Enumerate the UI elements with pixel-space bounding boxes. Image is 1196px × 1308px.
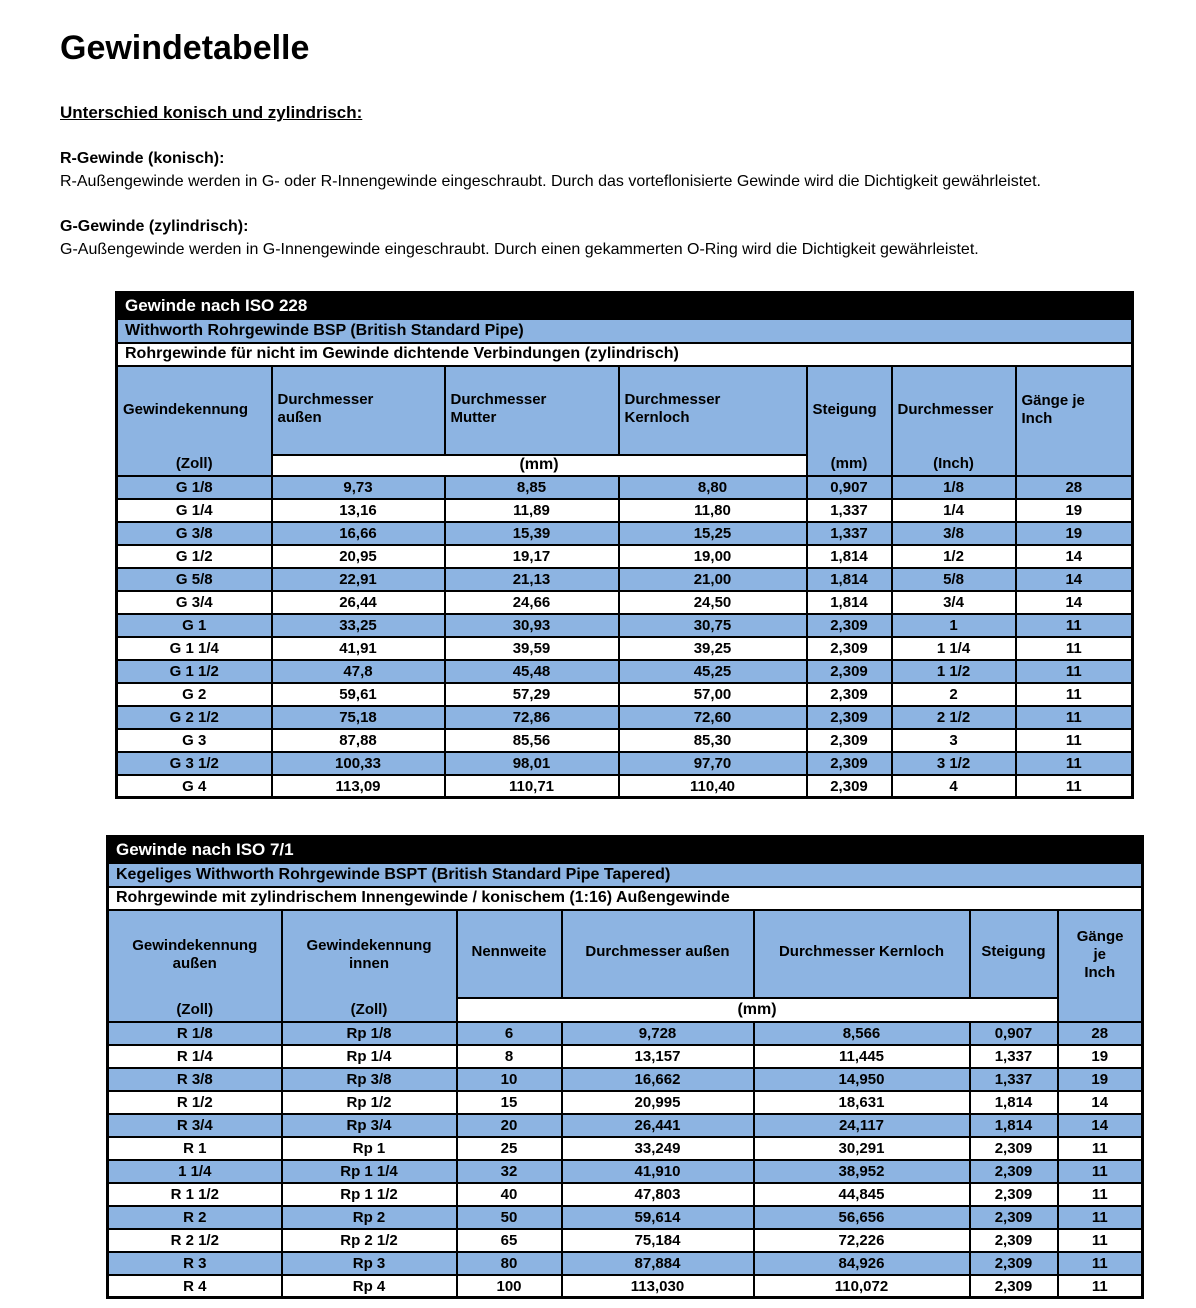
table-row bbox=[117, 775, 1133, 798]
table-cell: 10 bbox=[457, 1068, 562, 1091]
table-cell: 75,184 bbox=[562, 1229, 754, 1252]
table-cell: Rp 1/2 bbox=[282, 1091, 457, 1114]
table-row bbox=[117, 568, 1133, 591]
table-cell: G 2 bbox=[117, 683, 272, 706]
table-cell: R 1 1/2 bbox=[108, 1183, 282, 1206]
table-cell: R 1/2 bbox=[108, 1091, 282, 1114]
paragraph-body: G-Außengewinde werden in G-Innengewinde eingeschraubt. Durch einen gekammerten O-Ring wird die Dichtigkeit gewährleistet. bbox=[60, 241, 979, 259]
table-cell: Rp 1/8 bbox=[282, 1022, 457, 1045]
table-cell: 11 bbox=[1016, 706, 1133, 729]
table-cell: 44,845 bbox=[754, 1183, 970, 1206]
table-cell: 1,814 bbox=[970, 1091, 1058, 1114]
table-cell: 20,995 bbox=[562, 1091, 754, 1114]
table-cell: 11,80 bbox=[619, 499, 807, 522]
table-cell: G 3/8 bbox=[117, 522, 272, 545]
table-cell: 1,814 bbox=[807, 545, 892, 568]
table-cell: 16,66 bbox=[272, 522, 445, 545]
table-row bbox=[108, 1022, 1143, 1045]
table-cell: 72,60 bbox=[619, 706, 807, 729]
table-cell: 110,40 bbox=[619, 775, 807, 798]
table-cell: 2,309 bbox=[807, 683, 892, 706]
table-row bbox=[117, 476, 1133, 499]
table-row bbox=[108, 1045, 1143, 1068]
table-cell: 2,309 bbox=[807, 614, 892, 637]
table-cell: 33,249 bbox=[562, 1137, 754, 1160]
table-cell: R 4 bbox=[108, 1275, 282, 1298]
table-row bbox=[117, 637, 1133, 660]
paragraph-heading: R-Gewinde (konisch): bbox=[60, 150, 225, 168]
table-cell: 1 bbox=[892, 614, 1016, 637]
table-cell: 32 bbox=[457, 1160, 562, 1183]
table-cell: 11 bbox=[1016, 614, 1133, 637]
table-cell: 45,25 bbox=[619, 660, 807, 683]
table-cell: 9,728 bbox=[562, 1022, 754, 1045]
table-cell: 15,39 bbox=[445, 522, 619, 545]
table-cell: 59,61 bbox=[272, 683, 445, 706]
section-heading: Unterschied konisch und zylindrisch: bbox=[60, 103, 363, 123]
table2-title: Gewinde nach ISO 7/1 bbox=[108, 837, 1143, 863]
table-cell: G 1/8 bbox=[117, 476, 272, 499]
table-cell: 21,00 bbox=[619, 568, 807, 591]
column-header-durchmesser-mutter: Durchmesser Mutter bbox=[445, 366, 619, 455]
table-cell: 41,91 bbox=[272, 637, 445, 660]
table-cell: 3/4 bbox=[892, 591, 1016, 614]
table-row bbox=[108, 1206, 1143, 1229]
table-cell: 2 bbox=[892, 683, 1016, 706]
table1-header-row bbox=[117, 366, 1133, 455]
table-row bbox=[117, 499, 1133, 522]
unit-mm-cell: (mm) bbox=[272, 455, 807, 476]
table-cell: 1,337 bbox=[970, 1045, 1058, 1068]
table-cell: 20 bbox=[457, 1114, 562, 1137]
table-cell: 8,566 bbox=[754, 1022, 970, 1045]
table-cell: 13,157 bbox=[562, 1045, 754, 1068]
table-cell: 11 bbox=[1016, 660, 1133, 683]
table-row bbox=[117, 752, 1133, 775]
table-cell: 4 bbox=[892, 775, 1016, 798]
table-cell: 15,25 bbox=[619, 522, 807, 545]
table-cell: 19,00 bbox=[619, 545, 807, 568]
table-cell: 2,309 bbox=[970, 1160, 1058, 1183]
table1-subtitle1: Withworth Rohrgewinde BSP (British Standard Pipe) bbox=[117, 319, 1133, 343]
table-cell: R 2 1/2 bbox=[108, 1229, 282, 1252]
table-cell: 26,44 bbox=[272, 591, 445, 614]
table1-title: Gewinde nach ISO 228 bbox=[117, 293, 1133, 319]
page-title: Gewindetabelle bbox=[60, 29, 310, 67]
table-cell: 2 1/2 bbox=[892, 706, 1016, 729]
table-cell: 2,309 bbox=[970, 1229, 1058, 1252]
table1-subtitle1-row bbox=[117, 319, 1133, 343]
table-cell: 9,73 bbox=[272, 476, 445, 499]
table2-title-row bbox=[108, 837, 1143, 863]
table-cell: 8 bbox=[457, 1045, 562, 1068]
table-cell: 2,309 bbox=[970, 1252, 1058, 1275]
table-row bbox=[117, 729, 1133, 752]
table-cell: G 1 1/2 bbox=[117, 660, 272, 683]
table-cell: 2,309 bbox=[807, 752, 892, 775]
table-cell: 65 bbox=[457, 1229, 562, 1252]
table-cell: 11,445 bbox=[754, 1045, 970, 1068]
table-cell: Rp 2 bbox=[282, 1206, 457, 1229]
table-cell: 41,910 bbox=[562, 1160, 754, 1183]
table-cell: 39,59 bbox=[445, 637, 619, 660]
table-cell: 72,226 bbox=[754, 1229, 970, 1252]
table-cell: 80 bbox=[457, 1252, 562, 1275]
table-cell: 85,56 bbox=[445, 729, 619, 752]
table-cell: 11 bbox=[1058, 1183, 1143, 1206]
table-cell: Rp 4 bbox=[282, 1275, 457, 1298]
table-cell: 30,75 bbox=[619, 614, 807, 637]
table-cell: 47,8 bbox=[272, 660, 445, 683]
table1-subtitle2-row bbox=[117, 343, 1133, 366]
column-header-gaenge-je-inch: Gänge je Inch bbox=[1016, 366, 1133, 476]
table-cell: 0,907 bbox=[970, 1022, 1058, 1045]
table-cell: G 2 1/2 bbox=[117, 706, 272, 729]
table-cell: 21,13 bbox=[445, 568, 619, 591]
table-cell: 11 bbox=[1016, 683, 1133, 706]
table-row bbox=[108, 1252, 1143, 1275]
table-cell: G 4 bbox=[117, 775, 272, 798]
table-cell: 57,00 bbox=[619, 683, 807, 706]
table-row bbox=[117, 706, 1133, 729]
table-cell: R 3 bbox=[108, 1252, 282, 1275]
table-cell: 11 bbox=[1058, 1252, 1143, 1275]
table-cell: 14 bbox=[1016, 568, 1133, 591]
table-cell: R 3/4 bbox=[108, 1114, 282, 1137]
table-cell: 11 bbox=[1016, 637, 1133, 660]
table-cell: 28 bbox=[1058, 1022, 1143, 1045]
table-cell: G 3 1/2 bbox=[117, 752, 272, 775]
table-cell: 19 bbox=[1058, 1045, 1143, 1068]
table-cell: 2,309 bbox=[807, 637, 892, 660]
column-header-durchmesser-aussen: Durchmesser außen bbox=[272, 366, 445, 455]
table-cell: Rp 3/4 bbox=[282, 1114, 457, 1137]
table-cell: 72,86 bbox=[445, 706, 619, 729]
table-cell: R 2 bbox=[108, 1206, 282, 1229]
table-cell: 6 bbox=[457, 1022, 562, 1045]
table-cell: 1 1/2 bbox=[892, 660, 1016, 683]
table-cell: 11 bbox=[1058, 1275, 1143, 1298]
table-cell: 45,48 bbox=[445, 660, 619, 683]
table-cell: G 1 bbox=[117, 614, 272, 637]
column-header-gewindekennung: Gewindekennung (Zoll) bbox=[117, 366, 272, 476]
table-row bbox=[108, 1160, 1143, 1183]
table-cell: 98,01 bbox=[445, 752, 619, 775]
table-row bbox=[108, 1137, 1143, 1160]
table-cell: 50 bbox=[457, 1206, 562, 1229]
table-row bbox=[117, 522, 1133, 545]
table-cell: 16,662 bbox=[562, 1068, 754, 1091]
table-cell: G 1/4 bbox=[117, 499, 272, 522]
table-cell: 57,29 bbox=[445, 683, 619, 706]
table-cell: 8,80 bbox=[619, 476, 807, 499]
table-cell: Rp 3/8 bbox=[282, 1068, 457, 1091]
table-cell: 2,309 bbox=[970, 1275, 1058, 1298]
table2-subtitle2-row bbox=[108, 887, 1143, 910]
table-cell: 40 bbox=[457, 1183, 562, 1206]
table-cell: Rp 1 bbox=[282, 1137, 457, 1160]
table-cell: 110,072 bbox=[754, 1275, 970, 1298]
table-cell: 75,18 bbox=[272, 706, 445, 729]
table2-header-row bbox=[108, 910, 1143, 998]
table-cell: 100,33 bbox=[272, 752, 445, 775]
table-cell: G 3 bbox=[117, 729, 272, 752]
table-cell: 11,89 bbox=[445, 499, 619, 522]
table-cell: Rp 3 bbox=[282, 1252, 457, 1275]
table2-subtitle1-row bbox=[108, 863, 1143, 887]
table-cell: 11 bbox=[1016, 752, 1133, 775]
column-header-gewindekennung-aussen: Gewindekennung außen (Zoll) bbox=[108, 910, 282, 1022]
table-cell: 113,09 bbox=[272, 775, 445, 798]
table-cell: 2,309 bbox=[807, 706, 892, 729]
table-iso-7-1 bbox=[106, 835, 1144, 1299]
table-cell: 0,907 bbox=[807, 476, 892, 499]
table-cell: 3 1/2 bbox=[892, 752, 1016, 775]
table-cell: 2,309 bbox=[807, 729, 892, 752]
table-cell: 11 bbox=[1058, 1137, 1143, 1160]
table-cell: Rp 1 1/4 bbox=[282, 1160, 457, 1183]
paragraph-g-gewinde bbox=[60, 218, 1196, 259]
table-cell: 38,952 bbox=[754, 1160, 970, 1183]
column-header-durchmesser-inch: Durchmesser (Inch) bbox=[892, 366, 1016, 476]
paragraph-r-gewinde bbox=[60, 150, 1196, 191]
table-cell: 100 bbox=[457, 1275, 562, 1298]
table-cell: 1 1/4 bbox=[108, 1160, 282, 1183]
table-cell: 11 bbox=[1058, 1206, 1143, 1229]
column-header-durchmesser-kernloch: Durchmesser Kernloch bbox=[754, 910, 970, 998]
table-cell: 28 bbox=[1016, 476, 1133, 499]
table-iso-228 bbox=[115, 291, 1134, 799]
table-cell: 1/8 bbox=[892, 476, 1016, 499]
table-cell: R 1/4 bbox=[108, 1045, 282, 1068]
table-row bbox=[117, 660, 1133, 683]
table-cell: 14 bbox=[1016, 591, 1133, 614]
table-cell: Rp 2 1/2 bbox=[282, 1229, 457, 1252]
table-row bbox=[108, 1114, 1143, 1137]
table-cell: 1,337 bbox=[807, 522, 892, 545]
table-cell: 11 bbox=[1058, 1160, 1143, 1183]
table-cell: 5/8 bbox=[892, 568, 1016, 591]
table-cell: 14 bbox=[1058, 1114, 1143, 1137]
table-cell: 19 bbox=[1016, 499, 1133, 522]
table-cell: 25 bbox=[457, 1137, 562, 1160]
table-cell: 15 bbox=[457, 1091, 562, 1114]
table-cell: 8,85 bbox=[445, 476, 619, 499]
table-cell: R 1 bbox=[108, 1137, 282, 1160]
table-cell: 19,17 bbox=[445, 545, 619, 568]
table-cell: 19 bbox=[1058, 1068, 1143, 1091]
table-cell: 2,309 bbox=[970, 1206, 1058, 1229]
table-cell: Rp 1 1/2 bbox=[282, 1183, 457, 1206]
table-cell: 33,25 bbox=[272, 614, 445, 637]
table-cell: 97,70 bbox=[619, 752, 807, 775]
column-header-steigung: Steigung bbox=[970, 910, 1058, 998]
column-header-durchmesser-kernloch: Durchmesser Kernloch bbox=[619, 366, 807, 455]
table-cell: 1,814 bbox=[970, 1114, 1058, 1137]
table-cell: 39,25 bbox=[619, 637, 807, 660]
table-cell: 1 1/4 bbox=[892, 637, 1016, 660]
table-cell: 24,50 bbox=[619, 591, 807, 614]
table-cell: R 3/8 bbox=[108, 1068, 282, 1091]
table-cell: 2,309 bbox=[807, 775, 892, 798]
table-row bbox=[108, 1068, 1143, 1091]
column-header-durchmesser-aussen: Durchmesser außen bbox=[562, 910, 754, 998]
table-cell: 1/4 bbox=[892, 499, 1016, 522]
table-cell: 2,309 bbox=[807, 660, 892, 683]
table-cell: 11 bbox=[1058, 1229, 1143, 1252]
table-cell: 19 bbox=[1016, 522, 1133, 545]
table-cell: 56,656 bbox=[754, 1206, 970, 1229]
table-cell: 11 bbox=[1016, 729, 1133, 752]
column-header-gewindekennung-innen: Gewindekennung innen (Zoll) bbox=[282, 910, 457, 1022]
paragraph-heading: G-Gewinde (zylindrisch): bbox=[60, 218, 249, 236]
table-row bbox=[108, 1229, 1143, 1252]
table-cell: 87,884 bbox=[562, 1252, 754, 1275]
paragraph-body: R-Außengewinde werden in G- oder R-Innengewinde eingeschraubt. Durch das vorteflonisierte Gewinde wird die Dichtigkeit gewährleistet. bbox=[60, 173, 1041, 191]
table-cell: 1/2 bbox=[892, 545, 1016, 568]
table-cell: G 5/8 bbox=[117, 568, 272, 591]
table-cell: 84,926 bbox=[754, 1252, 970, 1275]
table2-subtitle2: Rohrgewinde mit zylindrischem Innengewinde / konischem (1:16) Außengewinde bbox=[108, 887, 1143, 910]
table-cell: 1,337 bbox=[807, 499, 892, 522]
table-cell: G 3/4 bbox=[117, 591, 272, 614]
table1-subtitle2: Rohrgewinde für nicht im Gewinde dichtende Verbindungen (zylindrisch) bbox=[117, 343, 1133, 366]
table-cell: 3/8 bbox=[892, 522, 1016, 545]
table-cell: 30,93 bbox=[445, 614, 619, 637]
table-cell: 47,803 bbox=[562, 1183, 754, 1206]
table-cell: 18,631 bbox=[754, 1091, 970, 1114]
table-cell: 2,309 bbox=[970, 1183, 1058, 1206]
table2-subtitle1: Kegeliges Withworth Rohrgewinde BSPT (British Standard Pipe Tapered) bbox=[108, 863, 1143, 887]
table-row bbox=[117, 614, 1133, 637]
table-cell: 22,91 bbox=[272, 568, 445, 591]
table-row bbox=[108, 1275, 1143, 1298]
table-cell: 110,71 bbox=[445, 775, 619, 798]
table-row bbox=[108, 1091, 1143, 1114]
table-cell: Rp 1/4 bbox=[282, 1045, 457, 1068]
table-cell: 85,30 bbox=[619, 729, 807, 752]
table-cell: G 1 1/4 bbox=[117, 637, 272, 660]
table-cell: 14 bbox=[1058, 1091, 1143, 1114]
table1-body bbox=[117, 476, 1133, 798]
table-cell: 30,291 bbox=[754, 1137, 970, 1160]
table-row bbox=[117, 545, 1133, 568]
unit-mm-cell: (mm) bbox=[457, 998, 1058, 1022]
table-cell: 11 bbox=[1016, 775, 1133, 798]
table-row bbox=[117, 683, 1133, 706]
column-header-steigung: Steigung (mm) bbox=[807, 366, 892, 476]
table-cell: 3 bbox=[892, 729, 1016, 752]
table-cell: 20,95 bbox=[272, 545, 445, 568]
table-cell: 14,950 bbox=[754, 1068, 970, 1091]
table1-title-row bbox=[117, 293, 1133, 319]
table-cell: 113,030 bbox=[562, 1275, 754, 1298]
table-cell: 13,16 bbox=[272, 499, 445, 522]
table-cell: 2,309 bbox=[970, 1137, 1058, 1160]
table-cell: R 1/8 bbox=[108, 1022, 282, 1045]
table-cell: 1,337 bbox=[970, 1068, 1058, 1091]
column-header-nennweite: Nennweite bbox=[457, 910, 562, 998]
table-cell: 14 bbox=[1016, 545, 1133, 568]
table-cell: 1,814 bbox=[807, 591, 892, 614]
table-cell: G 1/2 bbox=[117, 545, 272, 568]
table-cell: 24,66 bbox=[445, 591, 619, 614]
table-cell: 59,614 bbox=[562, 1206, 754, 1229]
table-cell: 1,814 bbox=[807, 568, 892, 591]
column-header-gaenge-je-inch: Gänge je Inch bbox=[1058, 910, 1143, 1022]
table-cell: 24,117 bbox=[754, 1114, 970, 1137]
table-cell: 26,441 bbox=[562, 1114, 754, 1137]
table2-body bbox=[108, 1022, 1143, 1298]
table-cell: 87,88 bbox=[272, 729, 445, 752]
table-row bbox=[117, 591, 1133, 614]
table-row bbox=[108, 1183, 1143, 1206]
